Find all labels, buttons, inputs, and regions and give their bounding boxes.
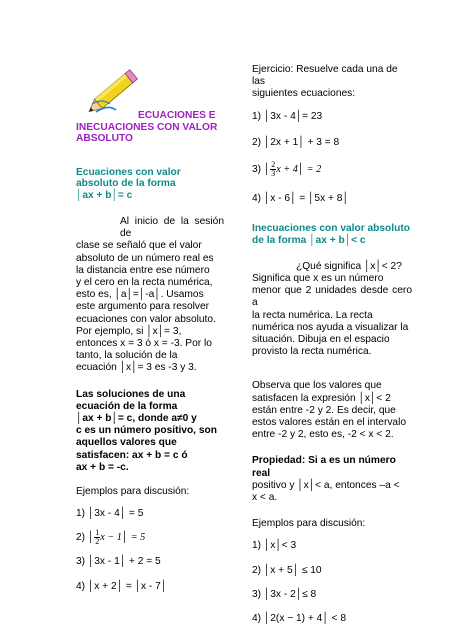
example-item: 3) │3x - 2│≤ 8 <box>252 588 317 600</box>
example-item: 4) │x + 2│ = │x - 7│ <box>76 580 168 592</box>
section2-title-line2: de la forma │ax + b│< c <box>252 235 366 247</box>
para2-line: Las soluciones de una <box>76 388 186 400</box>
paragraph-absolute-value <box>76 216 224 375</box>
para2-line: satisfacen: ax + b = c ó <box>76 449 188 461</box>
doc-title-line2: INECUACIONES CON VALOR <box>76 121 218 133</box>
para2-line: ecuación de la forma <box>76 400 178 412</box>
paragraph-observe <box>252 380 412 441</box>
example-expression: x − 1│ = 5 <box>100 532 146 544</box>
section2-title-line1: Inecuaciones con valor absoluto <box>252 223 410 235</box>
para4-line: entre -2 y 2, esto es, -2 < x < 2. <box>252 429 394 441</box>
example-item: 1) │x│< 3 <box>252 540 297 552</box>
para1-line: Por ejemplo, si │x│= 3, <box>76 325 182 337</box>
exercise-item-fraction: 3) │ $\frac{2}{3}$ x + 4│ = 2 <box>252 159 322 178</box>
left-column <box>76 64 224 593</box>
doc-title-line1: ECUACIONES E <box>138 110 216 121</box>
exercise-intro: Ejercicio: Resuelve cada una de las <box>252 64 398 88</box>
doc-title-line3: ABSOLUTO <box>76 133 133 144</box>
example-item: 2) │x + 5│ ≤ 10 <box>252 564 322 576</box>
para1-line: entonces x = 3 ó x = -3. Por lo <box>76 337 212 349</box>
exercise-expression: x + 4│ = 2 <box>276 164 322 176</box>
exercise-intro: siguientes ecuaciones: <box>252 88 356 100</box>
para3-line: provisto la recta numérica. <box>252 346 372 358</box>
para4-line: estos valores están en el intervalo <box>252 417 407 429</box>
example-item: 3) │3x - 1│ + 2 = 5 <box>76 556 161 568</box>
para2-line: aquellos valores que <box>76 437 177 449</box>
section1-title-line1: Ecuaciones con valor <box>76 166 181 178</box>
para1-line: ecuación │x│= 3 es -3 y 3. <box>76 362 197 374</box>
section1-title-line2: absoluto de la forma <box>76 178 176 190</box>
para2-line: ax + b = -c. <box>76 461 129 473</box>
para4-line: están entre -2 y 2. Es decir, que <box>252 404 396 416</box>
para3-line: numérica nos ayuda a visualizar la <box>252 321 409 333</box>
property-line: positivo y │x│< a, entonces –a < <box>252 479 400 491</box>
para3-line: la recta numérica. La recta <box>252 309 373 321</box>
para3-line: Significa que x es un número <box>252 273 384 285</box>
para1-line: absoluto de un número real es <box>76 252 214 264</box>
example-item-fraction: 2) │ $\frac{1}{2}$ x − 1│ = 5 <box>76 528 146 547</box>
para1-line: Al inicio de la sesión de <box>120 215 224 240</box>
exercise-item: 1) │3x - 4│= 23 <box>252 110 323 122</box>
fraction-denominator: 2 <box>95 537 100 547</box>
examples-label: Ejemplos para discusión: <box>76 485 190 497</box>
para4-line: Observa que los valores que <box>252 380 382 392</box>
paragraph-meaning <box>252 261 412 359</box>
example-number: 2) <box>76 532 86 544</box>
para1-line: la distancia entre ese número <box>76 264 210 276</box>
para2-line: c es un número positivo, son <box>76 425 217 437</box>
para1-line: esto es, │a│=│-a│. Usamos <box>76 289 204 301</box>
property-block <box>252 455 412 504</box>
exercise-item: 4) │x - 6│ = │5x + 8│ <box>252 193 349 205</box>
para1-line: ecuaciones con valor absoluto. <box>76 313 216 325</box>
example-item: 1) │3x - 4│ = 5 <box>76 508 144 520</box>
para1-line: tanto, la solución de la <box>76 350 178 362</box>
property-text: Si a es un número real <box>252 455 396 479</box>
paragraph-solutions <box>76 389 224 474</box>
property-label: Propiedad: <box>252 455 306 467</box>
para4-line: satisfacen la expresión │x│< 2 <box>252 392 391 404</box>
para3-line: situación. Dibuja en el espacio <box>252 334 390 346</box>
exercise-number: 3) <box>252 164 262 176</box>
para1-line: clase se señaló que el valor <box>76 240 202 252</box>
para1-line: y el cero en la recta numérica, <box>76 276 213 288</box>
property-line: x < a. <box>252 492 278 504</box>
fraction-numerator: 2 <box>271 159 276 169</box>
example-item: 4) │2(x − 1) + 4│ < 8 <box>252 613 346 625</box>
fraction-denominator: 3 <box>271 168 276 178</box>
examples-label: Ejemplos para discusión: <box>252 518 366 530</box>
right-column <box>252 64 412 625</box>
para2-line: │ax + b│= c, donde a≠0 y <box>76 412 197 424</box>
fraction-numerator: 1 <box>95 528 100 538</box>
para3-line: menor que 2 unidades desde cero a <box>252 285 412 309</box>
para1-line: este argumento para resolver <box>76 301 210 313</box>
exercise-item: 2) │2x + 1│ + 3 = 8 <box>252 136 340 148</box>
para3-line: ¿Qué significa │x│< 2? <box>296 260 402 272</box>
section1-title-line3: │ax + b│= c <box>76 190 133 202</box>
